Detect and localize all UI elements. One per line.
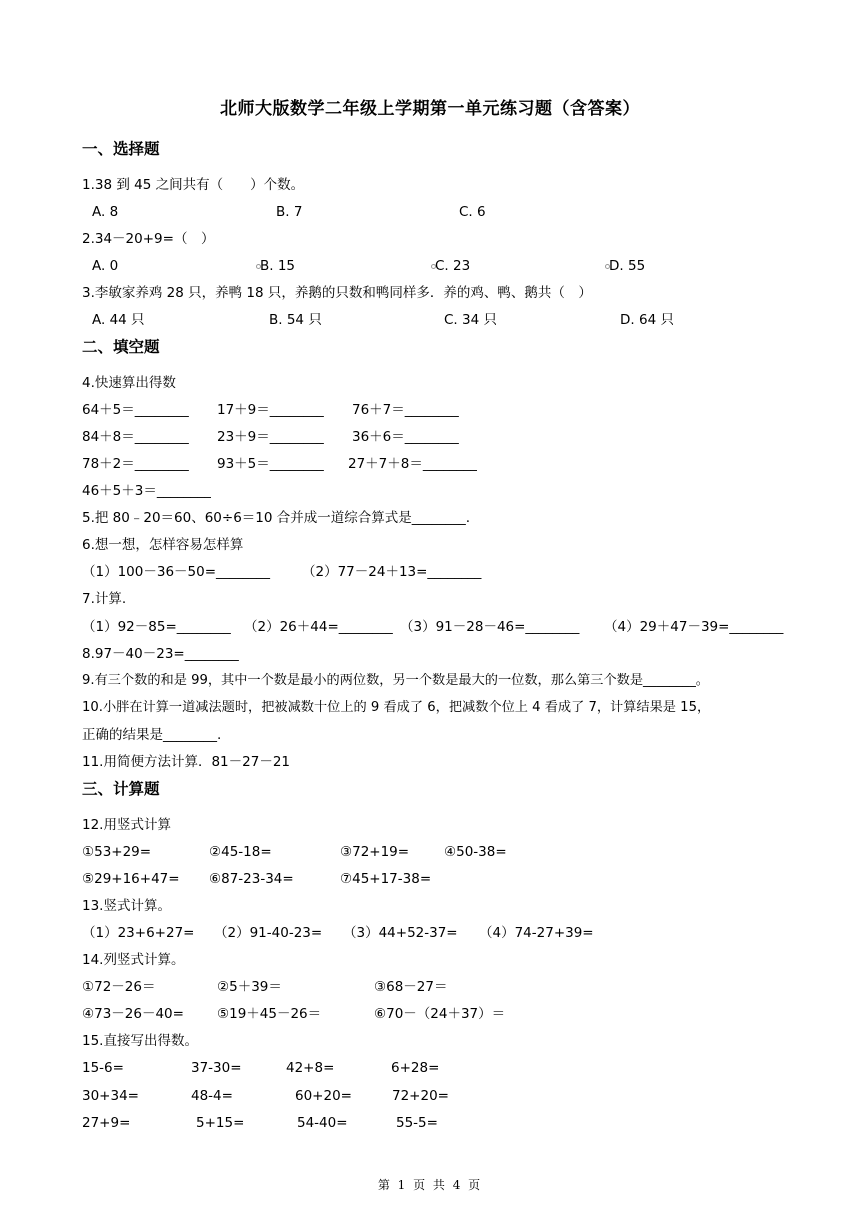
question-12-item: ②45-18= [209,844,272,860]
question-14-item: ⑤19＋45－26＝ [217,1006,322,1022]
question-3-stem: 3.李敏家养鸡 28 只，养鸭 18 只，养鹅的只数和鸭同样多．养的鸡、鸭、鹅共（ ） [82,285,592,301]
question-13-item: （4）74-27+39= [479,925,594,941]
question-12-item: ⑤29+16+47= [82,871,180,887]
question-14-item: ③68－27＝ [374,979,448,995]
question-12-item: ⑦45+17-38= [340,871,432,887]
question-1-stem: 1.38 到 45 之间共有（ ）个数。 [82,177,305,193]
question-15-item: 60+20= [295,1088,352,1104]
question-15-item: 55-5= [396,1115,438,1131]
question-1-option-c: C. 6 [459,204,486,220]
question-14-item: ①72－26＝ [82,979,156,995]
question-12-item: ④50-38= [444,844,507,860]
question-15-item: 5+15= [196,1115,245,1131]
question-14-item: ②5＋39＝ [217,979,282,995]
question-1-option-b: B. 7 [276,204,303,220]
question-4-item: 78＋2＝________ [82,456,189,472]
question-14-stem: 14.列竖式计算。 [82,952,185,968]
question-15-item: 54-40= [297,1115,348,1131]
section-heading-choice: 一、选择题 [82,140,160,158]
question-2-stem: 2.34－20+9=（ ） [82,231,215,247]
question-15-item: 42+8= [286,1060,335,1076]
question-6-item: （2）77－24＋13=________ [302,564,482,580]
question-7-item: （2）26＋44=________ [244,619,393,635]
question-10-line-2: 正确的结果是________. [82,727,222,743]
question-6-item: （1）100－36－50=________ [82,564,271,580]
question-12-item: ⑥87-23-34= [209,871,294,887]
question-4-item: 84＋8＝________ [82,429,189,445]
question-4-item: 17＋9＝________ [217,402,324,418]
section-heading-calc: 三、计算题 [82,780,160,798]
question-4-item: 36＋6＝________ [352,429,459,445]
question-2-option-a: A. 0 [92,258,119,274]
question-15-item: 48-4= [191,1088,233,1104]
question-14-item: ⑥70－（24＋37）＝ [374,1006,506,1022]
question-4-item: 93＋5＝________ [217,456,324,472]
question-4-item: 23＋9＝________ [217,429,324,445]
question-14-item: ④73－26－40= [82,1006,184,1022]
page-title: 北师大版数学二年级上学期第一单元练习题（含答案） [220,99,640,119]
question-11: 11.用简便方法计算．81－27－21 [82,754,291,770]
question-15-item: 27+9= [82,1115,131,1131]
question-3-option-a: A. 44 只 [92,312,145,328]
question-9: 9.有三个数的和是 99，其中一个数是最小的两位数，另一个数是最大的一位数，那么第三个数是________。 [82,673,709,688]
question-15-item: 30+34= [82,1088,139,1104]
question-15-item: 15-6= [82,1060,124,1076]
question-10-line-1: 10.小胖在计算一道减法题时，把被减数十位上的 9 看成了 6，把减数个位上 4 看成了 7，计算结果是 15， [82,700,711,715]
question-4-stem: 4.快速算出得数 [82,375,176,391]
question-15-stem: 15.直接写出得数。 [82,1033,198,1049]
question-3-option-c: C. 34 只 [444,312,497,328]
question-7-item: （4）29＋47－39=________ [604,619,784,635]
page-footer: 第 1 页 共 4 页 [377,1178,483,1192]
question-5: 5.把 80﹣20＝60、60÷6＝10 合并成一道综合算式是________. [82,510,471,526]
question-4-item: 46＋5＋3＝________ [82,483,211,499]
question-7-stem: 7.计算. [82,591,127,607]
question-2-option-c: C. 23 [435,258,471,274]
question-2-option-b: B. 15 [260,258,296,274]
question-7-item: （3）91－28－46=________ [400,619,580,635]
question-2-option-d: D. 55 [609,258,646,274]
question-12-item: ①53+29= [82,844,152,860]
question-13-stem: 13.竖式计算。 [82,898,171,914]
question-8: 8.97－40－23=________ [82,646,239,662]
question-4-item: 76＋7＝________ [352,402,459,418]
question-13-item: （3）44+52-37= [343,925,458,941]
question-7-item: （1）92－85=________ [82,619,231,635]
question-3-option-d: D. 64 只 [620,312,674,328]
question-15-item: 72+20= [392,1088,449,1104]
question-13-item: （1）23+6+27= [82,925,195,941]
question-6-stem: 6.想一想，怎样容易怎样算 [82,537,244,553]
question-13-item: （2）91-40-23= [214,925,323,941]
question-4-item: 64＋5＝________ [82,402,189,418]
question-12-item: ③72+19= [340,844,410,860]
question-15-item: 6+28= [391,1060,440,1076]
question-12-stem: 12.用竖式计算 [82,817,171,833]
question-3-option-b: B. 54 只 [269,312,322,328]
question-15-item: 37-30= [191,1060,242,1076]
section-heading-fill: 二、填空题 [82,338,160,356]
question-1-option-a: A. 8 [92,204,119,220]
question-4-item: 27＋7＋8＝________ [348,456,477,472]
